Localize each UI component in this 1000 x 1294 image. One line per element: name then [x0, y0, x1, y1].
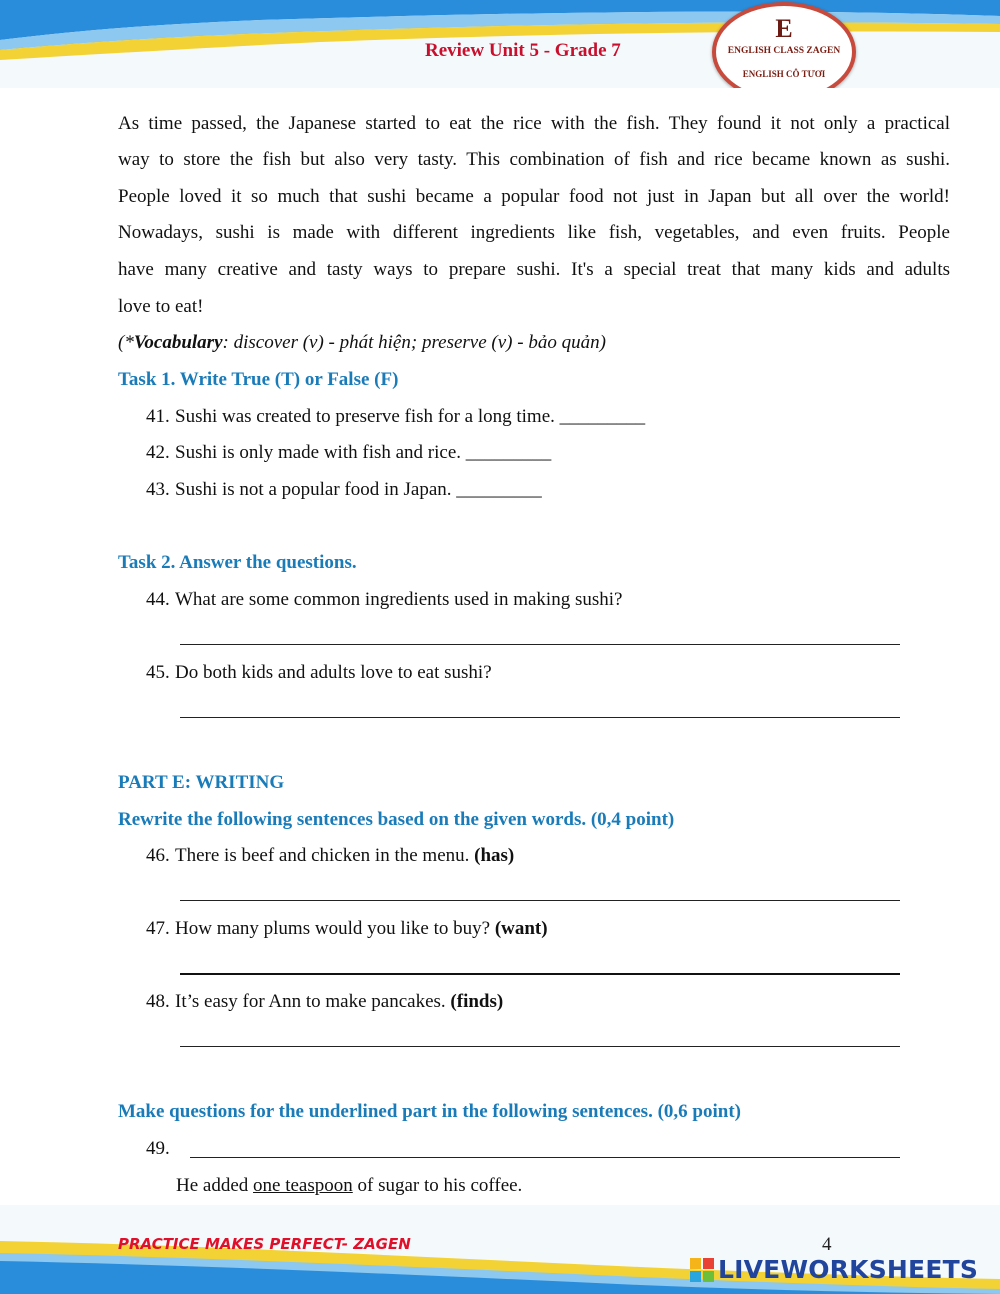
passage-line: People loved it so much that sushi became a popular food not just in Japan but all over the world!	[118, 186, 950, 207]
rewrite-instructions: Rewrite the following sentences based on the given words. (0,4 point)	[118, 809, 675, 830]
sentence-text: There is beef and chicken in the menu.	[175, 845, 475, 866]
question-text: Do both kids and adults love to eat sushi?	[175, 662, 492, 683]
question-number: 43.	[146, 479, 170, 500]
vocab-prefix: (*	[118, 332, 134, 353]
question-number: 48.	[146, 991, 170, 1012]
logo-line2: ENGLISH CÔ TƯƠI	[742, 69, 826, 79]
passage-line: Nowadays, sushi is made with different ingredients like fish, vegetables, and even fruits. People	[118, 222, 950, 243]
answer-line-49[interactable]	[190, 1139, 900, 1158]
question-number: 46.	[146, 845, 170, 866]
task1-title: Task 1. Write True (T) or False (F)	[118, 369, 399, 390]
passage-line: love to eat!	[118, 296, 204, 317]
underlined-part: one teaspoon	[253, 1175, 353, 1196]
liveworksheets-logo-icon	[690, 1258, 714, 1282]
question-number: 41.	[146, 406, 170, 427]
question-number: 47.	[146, 918, 170, 939]
question-number: 44.	[146, 589, 170, 610]
question-text	[175, 991, 503, 1013]
question-text	[175, 918, 548, 940]
passage-line: way to store the fish but also very tasty. This combination of fish and rice became known as sushi.	[118, 149, 950, 170]
make-questions-instructions: Make questions for the underlined part in the following sentences. (0,6 point)	[118, 1101, 741, 1122]
sentence-end: of sugar to his coffee.	[352, 1175, 523, 1196]
keyword: (want)	[494, 918, 548, 939]
page-number: 4	[822, 1234, 832, 1255]
sentence-text: It’s easy for Ann to make pancakes.	[175, 991, 451, 1012]
question-49-sentence	[176, 1175, 522, 1197]
page-header	[0, 0, 1000, 88]
question-text[interactable]: Sushi is not a popular food in Japan. _________	[175, 479, 542, 500]
answer-line-48[interactable]	[180, 1028, 900, 1047]
task2-title: Task 2. Answer the questions.	[118, 552, 357, 573]
keyword: (has)	[474, 845, 515, 866]
logo-letter: E	[775, 14, 793, 43]
header-title: Review Unit 5 - Grade 7	[425, 40, 621, 61]
part-e-title: PART E: WRITING	[118, 772, 285, 793]
passage-line: As time passed, the Japanese started to eat the rice with the fish. They found it not only a practical	[118, 113, 950, 134]
question-text: What are some common ingredients used in making sushi?	[175, 589, 623, 610]
footer-motto: PRACTICE MAKES PERFECT- ZAGEN	[118, 1235, 411, 1253]
vocabulary-note	[118, 332, 606, 354]
answer-line-45[interactable]	[180, 699, 900, 718]
answer-line-47[interactable]	[180, 955, 900, 975]
liveworksheets-wordmark: LIVEWORKSHEETS	[718, 1255, 979, 1284]
vocab-text: : discover (v) - phát hiện; preserve (v) - bảo quản)	[222, 332, 606, 353]
question-text[interactable]: Sushi is only made with fish and rice. _________	[175, 442, 552, 463]
question-number: 49.	[146, 1138, 170, 1159]
logo-line1: ENGLISH CLASS ZAGEN	[727, 46, 841, 56]
sentence-text: How many plums would you like to buy?	[175, 918, 495, 939]
keyword: (finds)	[450, 991, 504, 1012]
question-text	[175, 845, 514, 867]
answer-line-44[interactable]	[180, 626, 900, 645]
vocab-label: Vocabulary	[133, 332, 223, 353]
question-text[interactable]: Sushi was created to preserve fish for a long time. _________	[175, 406, 646, 427]
question-number: 45.	[146, 662, 170, 683]
passage-line: have many creative and tasty ways to prepare sushi. It's a special treat that many kids and adults	[118, 259, 950, 280]
sentence-start: He added	[176, 1175, 254, 1196]
question-number: 42.	[146, 442, 170, 463]
answer-line-46[interactable]	[180, 882, 900, 901]
